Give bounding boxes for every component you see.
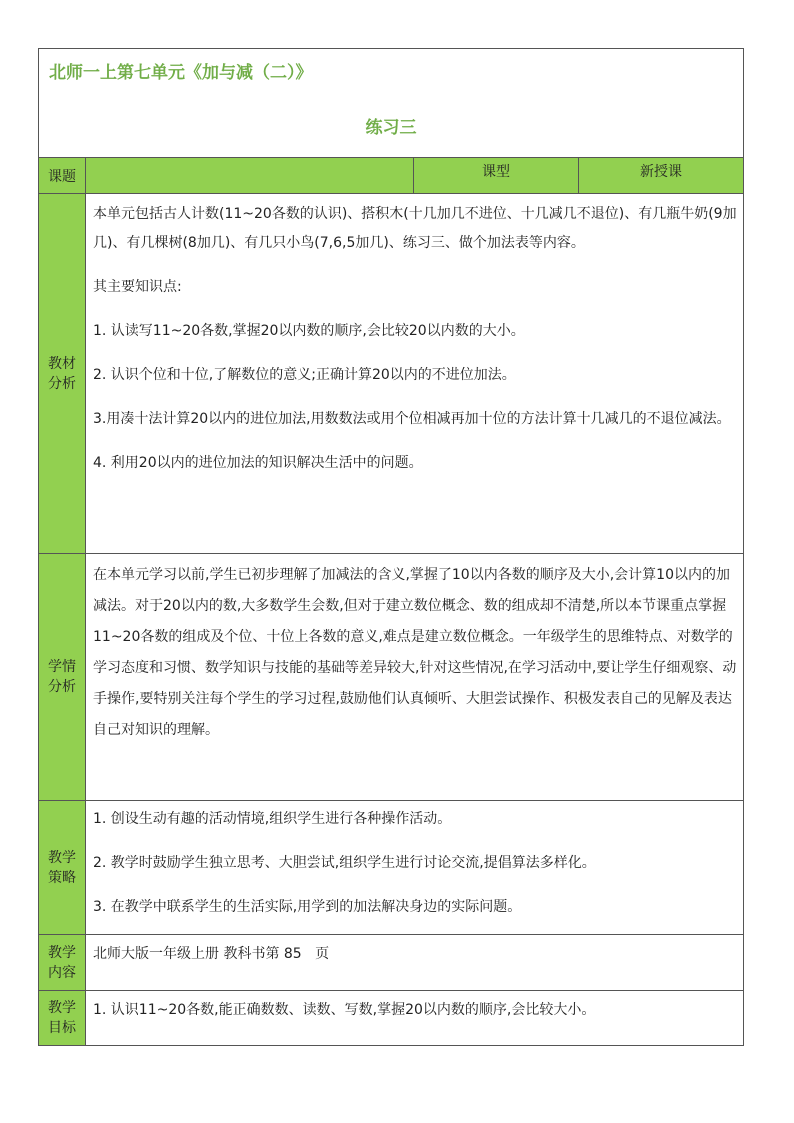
teaching-strategy-label: 教学 策略 bbox=[39, 801, 86, 934]
teaching-goals-value: 1. 认识11~20各数,能正确数数、读数、写数,掌握20以内数的顺序,会比较大小。 bbox=[93, 1002, 596, 1018]
student-analysis-content bbox=[86, 554, 743, 800]
lesson-plan-table bbox=[38, 48, 744, 1046]
material-analysis-label: 教材 分析 bbox=[39, 194, 86, 553]
teaching-content-value: 北师大版一年级上册 教科书第 85 页 bbox=[93, 946, 330, 962]
teaching-strategy-row bbox=[38, 800, 744, 935]
topic-row bbox=[38, 157, 744, 194]
title-block bbox=[38, 48, 744, 158]
teaching-strategy-content bbox=[86, 801, 743, 934]
teaching-content-label: 教学 内容 bbox=[39, 935, 86, 990]
material-analysis-content bbox=[86, 194, 743, 553]
teaching-goals-row bbox=[38, 990, 744, 1046]
teaching-goals-label: 教学 目标 bbox=[39, 991, 86, 1045]
material-paragraph: 2. 认识个位和十位,了解数位的意义;正确计算20以内的不进位加法。 bbox=[93, 367, 516, 383]
material-paragraph: 3.用凑十法计算20以内的进位加法,用数数法或用个位相减再加十位的方法计算十几减几的不退位减法。 bbox=[93, 411, 731, 427]
student-paragraph: 在本单元学习以前,学生已初步理解了加减法的含义,掌握了10以内各数的顺序及大小,会计算10以内的加减法。对于20以内的数,大多数学生会数,但对于建立数位概念、数的组成却不清楚,所以本节课重点掌握11~20各数的组成及个位、十位上各数的意义,难点是建立数位概念。一年级学生的思维特点、对数学的学习态度和习惯、数学知识与技能的基础等差异较大,针对这些情况,在学习活动中,要让学生仔细观察、动手操作,要特别关注每个学生的学习过程,鼓励他们认真倾听、大胆尝试操作、积极发表自己的见解及表达自己对知识的理解。 bbox=[93, 567, 737, 738]
material-paragraph: 本单元包括古人计数(11~20各数的认识)、搭积木(十几加几不进位、十几减几不退位)、有几瓶牛奶(9加几)、有几棵树(8加几)、有几只小鸟(7,6,5加几)、练习三、做个加法表等内容。 bbox=[93, 206, 737, 251]
strategy-paragraph: 1. 创设生动有趣的活动情境,组织学生进行各种操作活动。 bbox=[93, 811, 452, 827]
document-title: 北师一上第七单元《加与减（二）》 bbox=[49, 63, 313, 83]
material-analysis-row bbox=[38, 193, 744, 554]
strategy-paragraph: 2. 教学时鼓励学生独立思考、大胆尝试,组织学生进行讨论交流,提倡算法多样化。 bbox=[93, 855, 596, 871]
material-paragraph: 4. 利用20以内的进位加法的知识解决生活中的问题。 bbox=[93, 455, 423, 471]
material-paragraph: 其主要知识点: bbox=[93, 279, 182, 295]
lesson-title: 练习三 bbox=[365, 118, 417, 138]
lesson-type-label: 课型 bbox=[414, 158, 579, 193]
student-analysis-label: 学情 分析 bbox=[39, 554, 86, 800]
topic-value bbox=[86, 158, 414, 193]
lesson-type-value: 新授课 bbox=[640, 164, 682, 180]
teaching-content-row bbox=[38, 934, 744, 991]
topic-label: 课题 bbox=[39, 158, 86, 193]
material-paragraph: 1. 认读写11~20各数,掌握20以内数的顺序,会比较20以内数的大小。 bbox=[93, 323, 525, 339]
student-analysis-row bbox=[38, 553, 744, 801]
strategy-paragraph: 3. 在教学中联系学生的生活实际,用学到的加法解决身边的实际问题。 bbox=[93, 899, 522, 915]
